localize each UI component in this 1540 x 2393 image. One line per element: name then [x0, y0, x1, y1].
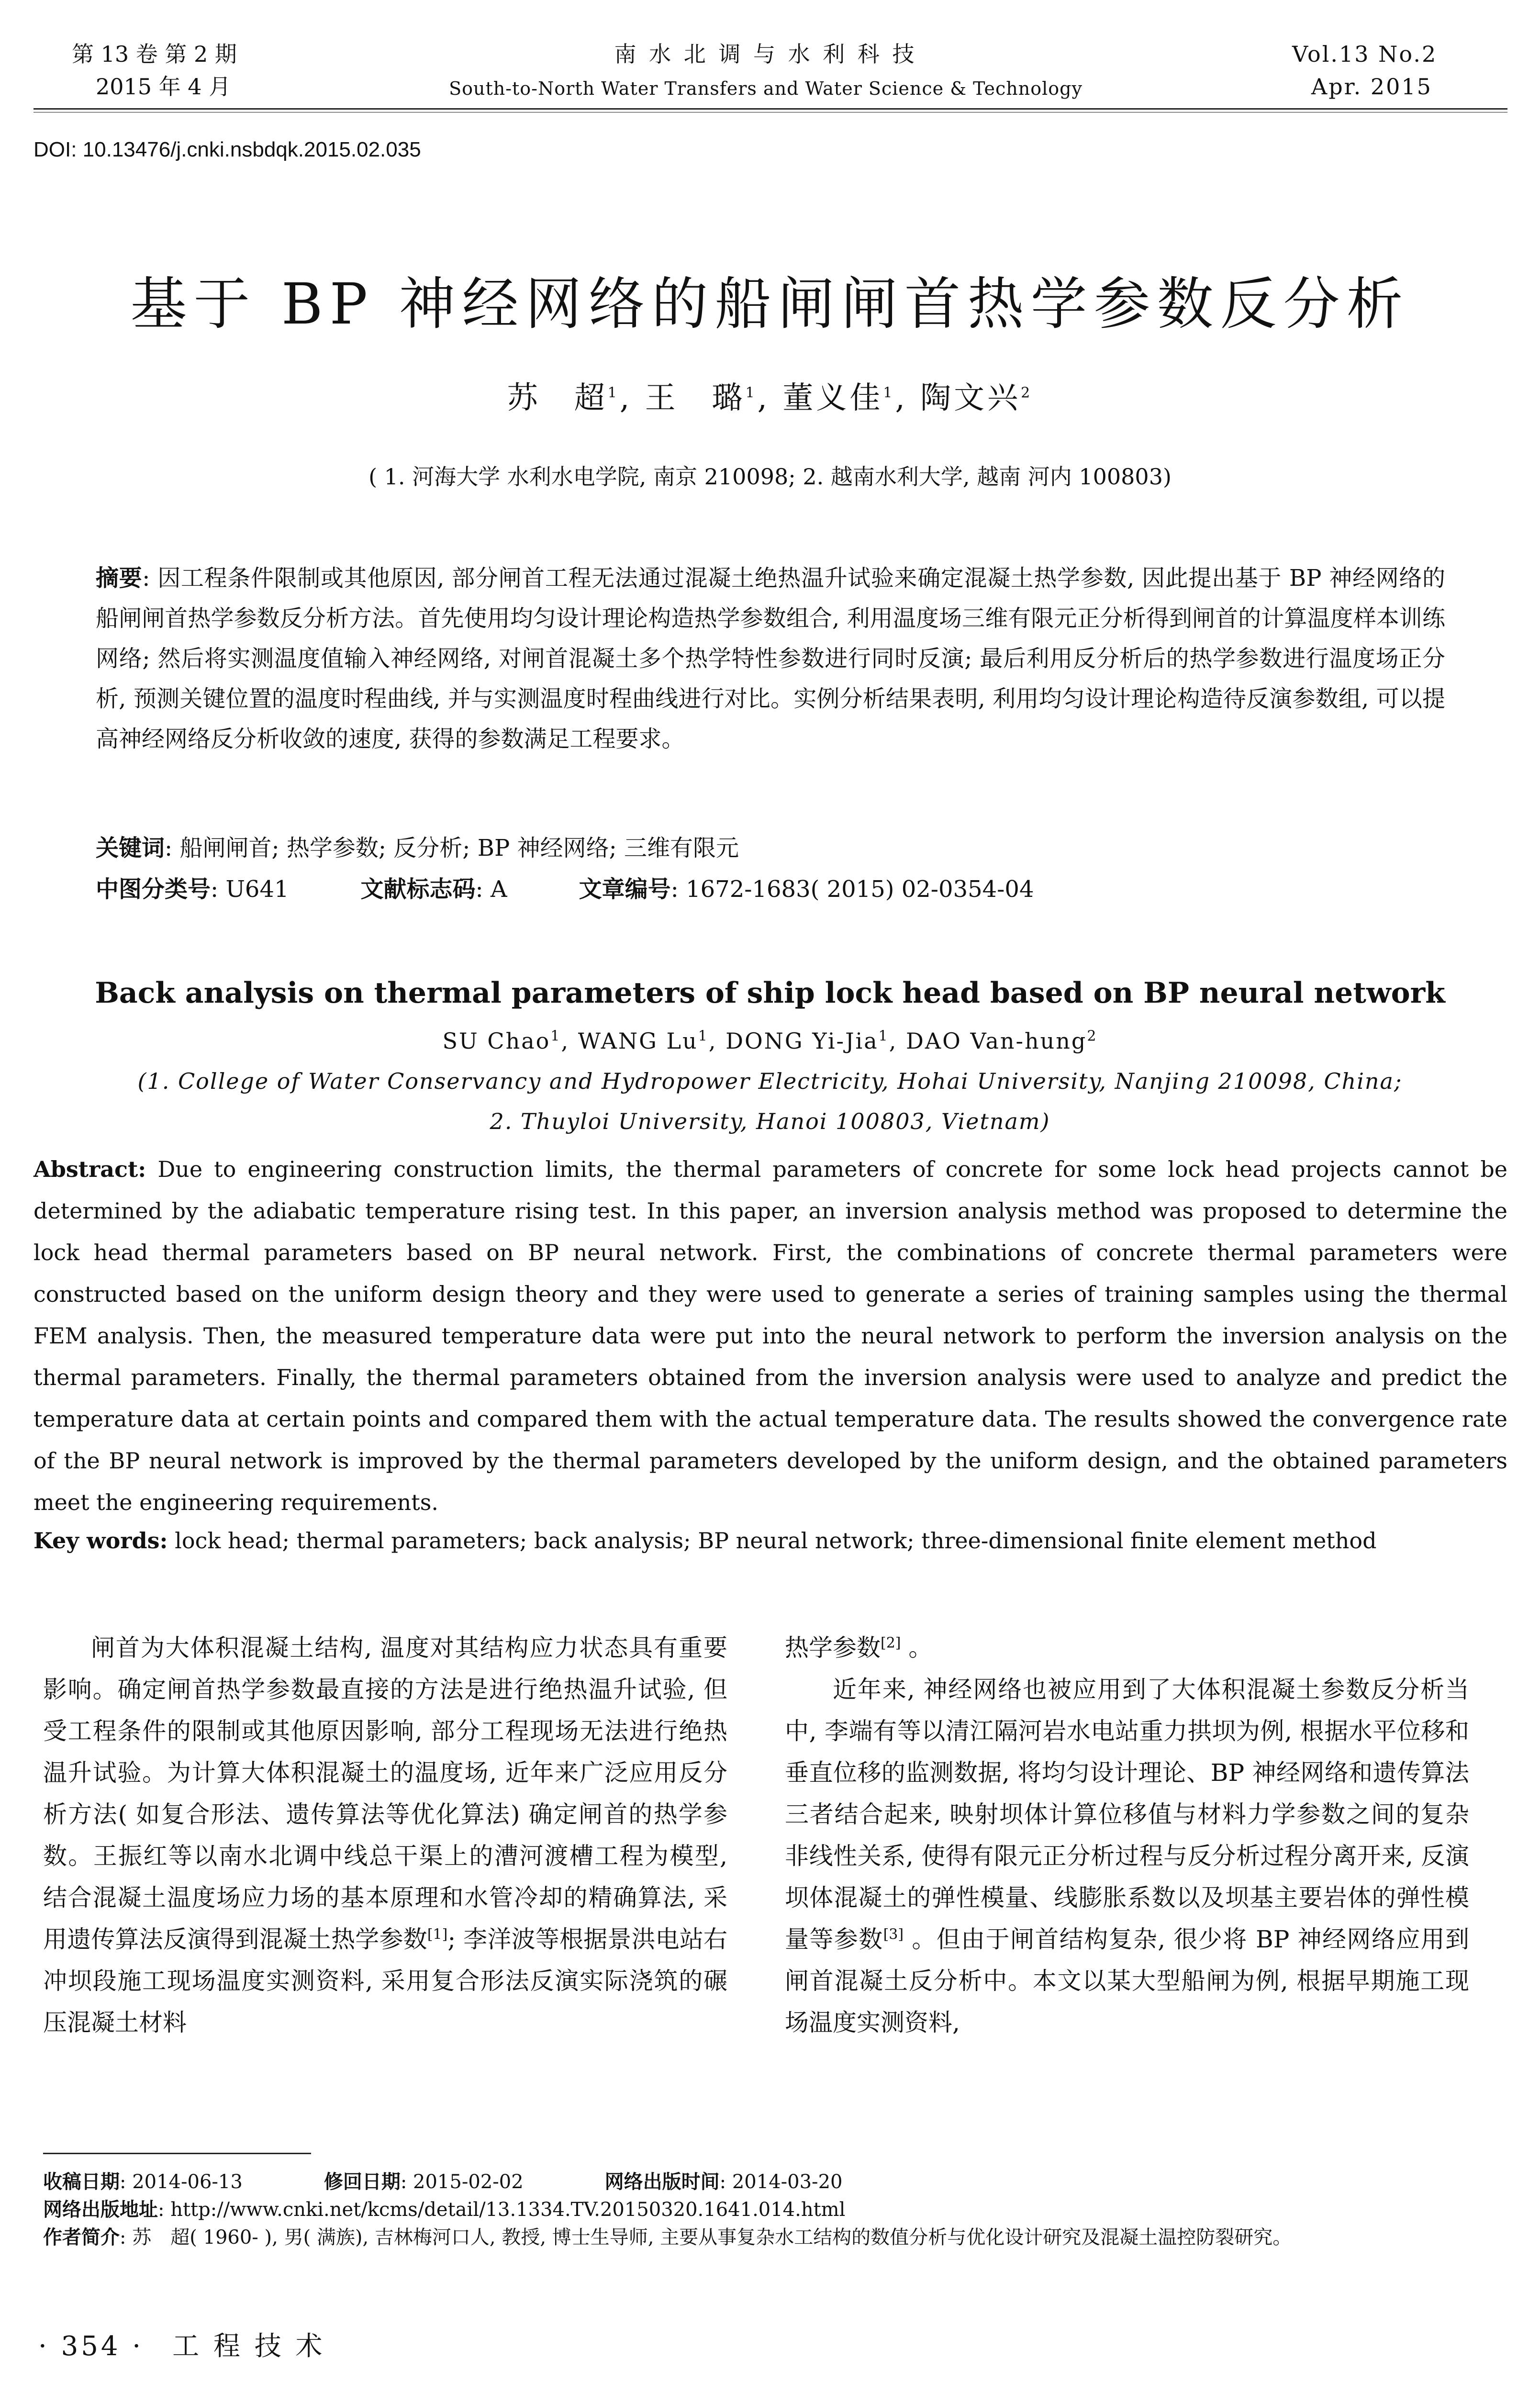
body-column-right — [785, 1627, 1469, 2044]
article-no-value: : 1672-1683( 2015) 02-0354-04 — [670, 876, 1034, 903]
doc-code-value: : A — [475, 876, 507, 903]
author-affil-mark: 1 — [607, 384, 620, 402]
journal-name-en: South-to-North Water Transfers and Water Science & Technology — [449, 78, 1082, 99]
classification-cn — [96, 869, 1034, 909]
footnote-author-bio — [43, 2224, 1474, 2251]
body-text: 闸首为大体积混凝土结构, 温度对其结构应力状态具有重要影响。确定闸首热学参数最直接的方法是进行绝热温升试验, 但受工程条件的限制或其他原因影响, 部分工程现场无法进行绝热温升试验。为计算大体积混凝土的温度场, 近年来广泛应用反分析方法( 如复合形法、遗传算法等优化算法) 确定闸首的热学参数。王振红等以南水北调中线总干渠上的漕河渡槽工程为模型, 结合混凝土温度场应力场的基本原理和水管冷却的精确算法, 采用遗传算法反演得到混凝土热学参数 — [43, 1634, 727, 1953]
online-date: : 2014-03-20 — [719, 2171, 843, 2193]
abstract-en-label: Abstract: — [33, 1156, 146, 1182]
article-title-en: Back analysis on thermal parameters of ship lock head based on BP neural network — [95, 976, 1445, 1010]
clc-value: : U641 — [211, 876, 289, 903]
author-name-en: DAO Van-hung — [906, 1028, 1087, 1054]
page-number: · 354 · — [38, 2331, 144, 2362]
online-label: 网络出版时间 — [604, 2170, 720, 2193]
volume-issue: 第 13 卷 第 2 期 — [72, 41, 237, 67]
abstract-en-text: Due to engineering construction limits, the thermal parameters of concrete for some lock head projects cannot be determined by the adiabatic temperature rising test. In this paper, an inversion analysis method was proposed to determine the lock head thermal parameters based on BP neural network. First, the combinations of concrete thermal parameters were constructed based on the uniform design theory and they were used to generate a series of training samples using the thermal FEM analysis. Then, the measured temperature data were put into the neural network to perform the inversion analysis on the thermal parameters. Finally, the thermal parameters obtained from the inversion analysis were used to analyze and predict the temperature data at certain points and compared them with the actual temperature data. The results showed the convergence rate of the BP neural network is improved by the thermal parameters developed by the uniform design, and the obtained parameters meet the engineering requirements. — [33, 1156, 1507, 1515]
citation-1[interactable]: [1] — [427, 1926, 448, 1943]
online-url[interactable]: : http://www.cnki.net/kcms/detail/13.1334.TV.20150320.1641.014.html — [158, 2199, 846, 2221]
footnote-url — [43, 2196, 1479, 2224]
author-affil-mark: 1 — [745, 384, 758, 402]
author-separator: , — [708, 1028, 726, 1054]
author-separator: , — [889, 1028, 906, 1054]
body-column-left — [43, 1627, 727, 2044]
keywords-en — [33, 1520, 1507, 1562]
affiliation-cn: ( 1. 河海大学 水利水电学院, 南京 210098; 2. 越南水利大学, 越南 河内 100803) — [368, 464, 1172, 490]
body-paragraph — [43, 1627, 727, 2044]
keywords-cn-text: : 船闸闸首; 热学参数; 反分析; BP 神经网络; 三维有限元 — [165, 835, 739, 861]
article-no-label: 文章编号 — [579, 876, 671, 903]
clc-label: 中图分类号 — [96, 876, 211, 903]
author-affil-mark: 2 — [1021, 384, 1033, 402]
page-footer — [38, 2325, 325, 2363]
author-separator: , — [757, 380, 783, 416]
author-name-en: SU Chao — [442, 1028, 551, 1054]
body-text: 。但由于闸首结构复杂, 很少将 BP 神经网络应用到闸首混凝土反分析中。本文以某大型船闸为例, 根据早期施工现场温度实测资料, — [785, 1925, 1469, 2036]
body-text: 。 — [901, 1634, 933, 1662]
header-rule — [33, 108, 1507, 110]
volume-issue-en: Vol.13 No.2 — [1292, 41, 1438, 67]
authors-cn — [0, 373, 1540, 417]
abstract-en — [33, 1149, 1507, 1523]
journal-name-cn: 南 水 北 调 与 水 利 科 技 — [614, 41, 917, 67]
author-affil-mark: 1 — [698, 1028, 709, 1045]
author-separator: , — [561, 1028, 578, 1054]
keywords-cn-label: 关键词 — [96, 835, 165, 861]
bio-text: : 苏 超( 1960- ), 男( 满族), 吉林梅河口人, 教授, 博士生导师, 主要从事复杂水工结构的数值分析与优化设计研究及混凝土温控防裂研究。 — [120, 2226, 1292, 2248]
body-paragraph — [785, 1627, 1469, 1669]
revised-date: : 2015-02-02 — [400, 2171, 524, 2193]
keywords-en-text: lock head; thermal parameters; back analysis; BP neural network; three-dimensional finite element method — [167, 1528, 1377, 1554]
abstract-cn-text: : 因工程条件限制或其他原因, 部分闸首工程无法通过混凝土绝热温升试验来确定混凝土热学参数, 因此提出基于 BP 神经网络的船闸闸首热学参数反分析方法。首先使用均匀设计理论构造热学参数组合, 利用温度场三维有限元正分析得到闸首的计算温度样本训练网络; 然后将实测温度值输入神经网络, 对闸首混凝土多个热学特性参数进行同时反演; 最后利用反分析后的热学参数进行温度场正分析, 预测关键位置的温度时程曲线, 并与实测温度时程曲线进行对比。实例分析结果表明, 利用均匀设计理论构造待反演参数组, 可以提高神经网络反分析收敛的速度, 获得的参数满足工程要求。 — [96, 565, 1445, 752]
citation-2[interactable]: [2] — [881, 1634, 901, 1652]
author-affil-mark: 1 — [550, 1028, 561, 1045]
authors-en — [0, 1028, 1540, 1054]
received-label: 收稿日期 — [43, 2170, 120, 2193]
author-name: 陶文兴 — [920, 380, 1021, 416]
author-name: 苏 超 — [507, 380, 608, 416]
author-affil-mark: 1 — [878, 1028, 889, 1045]
body-paragraph — [785, 1669, 1469, 2044]
affiliation-en-line1: (1. College of Water Conservancy and Hydropower Electricity, Hohai University, Nanjing 210098, China; — [137, 1068, 1403, 1094]
received-date: : 2014-06-13 — [120, 2171, 243, 2193]
author-name-en: WANG Lu — [578, 1028, 698, 1054]
keywords-cn — [96, 828, 739, 868]
bio-label: 作者简介 — [43, 2226, 120, 2248]
citation-3[interactable]: [3] — [883, 1926, 904, 1943]
publication-date-en: Apr. 2015 — [1311, 74, 1432, 100]
abstract-cn-label: 摘要 — [96, 565, 143, 592]
doc-code-label: 文献标志码 — [360, 876, 476, 903]
article-title-cn: 基于 BP 神经网络的船闸闸首热学参数反分析 — [130, 271, 1410, 337]
online-url-label: 网络出版地址 — [43, 2198, 158, 2221]
author-name: 董义佳 — [782, 380, 883, 416]
affiliation-en-line2: 2. Thuyloi University, Hanoi 100803, Vietnam) — [490, 1108, 1050, 1134]
abstract-cn — [96, 558, 1445, 759]
author-affil-mark: 2 — [1087, 1028, 1098, 1045]
section-name: 工 程 技 术 — [172, 2331, 325, 2362]
body-text: 近年来, 神经网络也被应用到了大体积混凝土参数反分析当中, 李端有等以清江隔河岩水电站重力拱坝为例, 根据水平位移和垂直位移的监测数据, 将均匀设计理论、BP 神经网络和遗传算法三者结合起来, 映射坝体计算位移值与材料力学参数之间的复杂非线性关系, 使得有限元正分析过程与反分析过程分离开来, 反演坝体混凝土的弹性模量、线膨胀系数以及坝基主要岩体的弹性模量等参数 — [785, 1676, 1469, 1953]
author-affil-mark: 1 — [883, 384, 895, 402]
body-text: ; 李洋波等根据景洪电站右冲坝段施工现场温度实测资料, 采用复合形法反演实际浇筑的碾压混凝土材料 — [43, 1925, 728, 2036]
author-separator: , — [619, 380, 645, 416]
author-name: 王 璐 — [645, 380, 746, 416]
keywords-en-label: Key words: — [33, 1528, 168, 1554]
footnote-dates — [43, 2168, 1479, 2196]
author-name-en: DONG Yi-Jia — [725, 1028, 879, 1054]
publication-date: 2015 年 4 月 — [96, 74, 231, 100]
revised-label: 修回日期 — [324, 2170, 401, 2193]
author-separator: , — [895, 380, 921, 416]
body-text: 热学参数 — [785, 1634, 881, 1662]
footnote-rule — [43, 2153, 311, 2154]
doi[interactable]: DOI: 10.13476/j.cnki.nsbdqk.2015.02.035 — [33, 138, 421, 161]
